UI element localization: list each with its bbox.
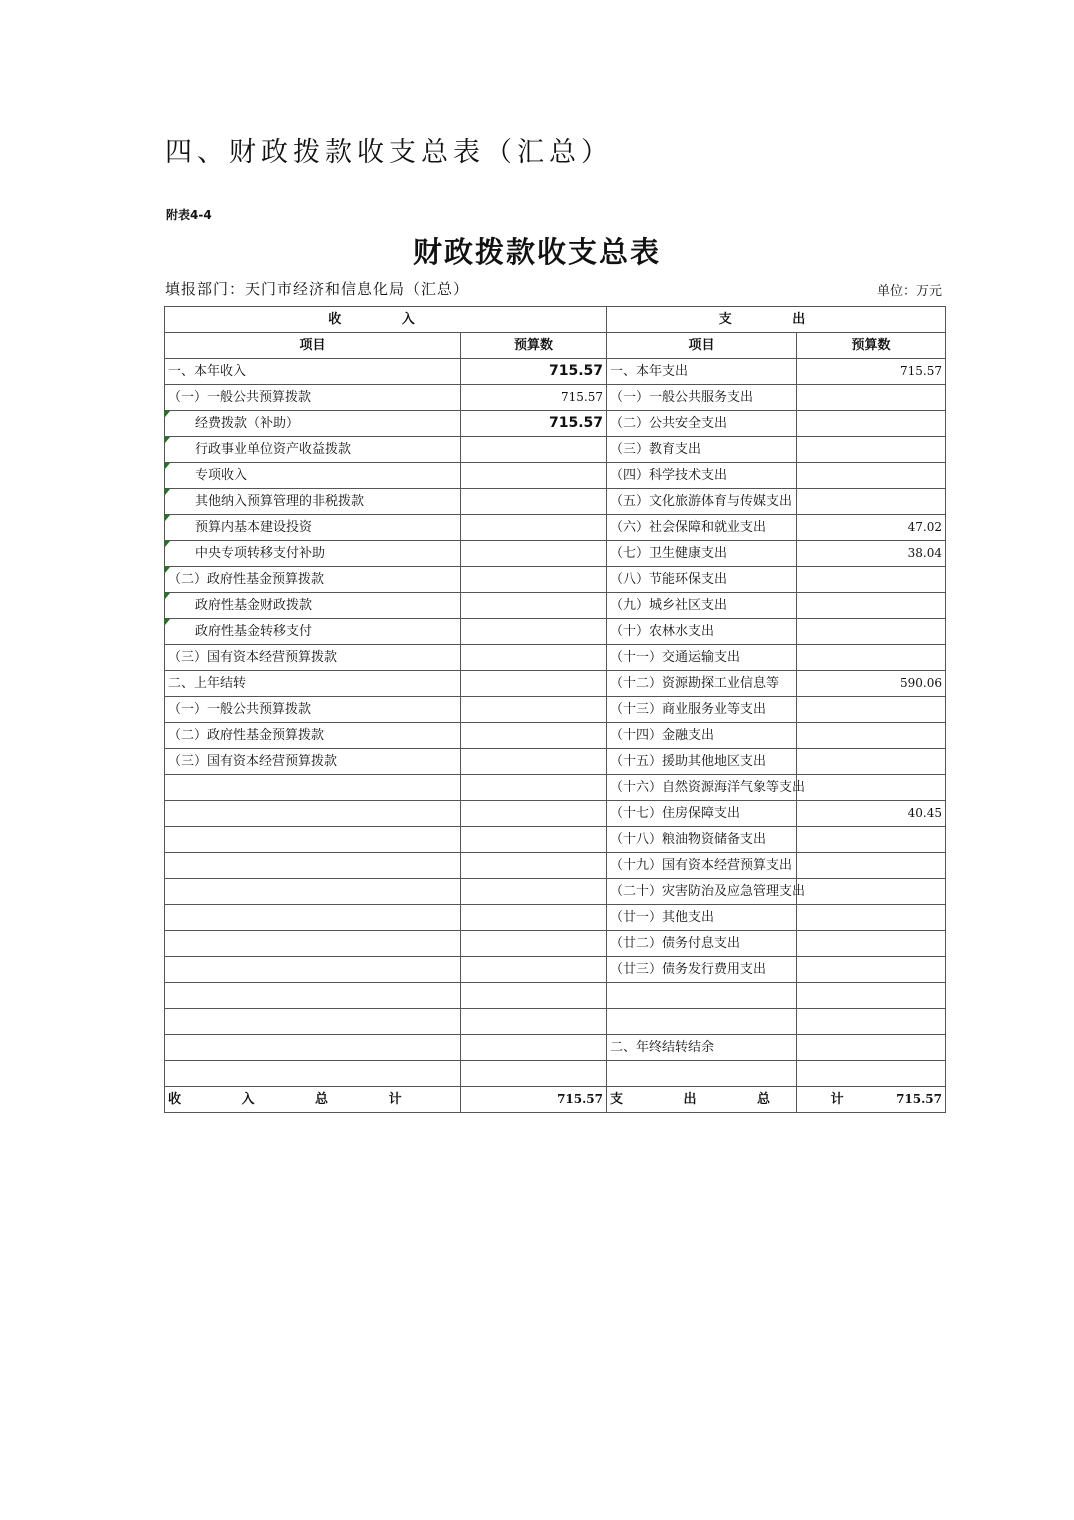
expense-item-cell: （廿三）债务发行费用支出: [607, 957, 797, 983]
expense-item-cell: （三）教育支出: [607, 437, 797, 463]
expense-item-cell: （十九）国有资本经营预算支出: [607, 853, 797, 879]
table-row: [165, 749, 946, 775]
income-budget-cell: [461, 697, 607, 723]
expense-item-cell: （十八）粮油物资储备支出: [607, 827, 797, 853]
expense-budget-cell: 590.06: [797, 671, 946, 697]
table-row: [165, 645, 946, 671]
expense-item-cell: （六）社会保障和就业支出: [607, 515, 797, 541]
income-budget-cell: [461, 515, 607, 541]
income-total-label: 收 入 总 计: [165, 1087, 461, 1113]
expense-budget-cell: [797, 437, 946, 463]
expense-item-cell: 一、本年支出: [607, 359, 797, 385]
income-item-cell: 一、本年收入: [165, 359, 461, 385]
income-item-cell: [165, 775, 461, 801]
income-budget-cell: [461, 645, 607, 671]
expense-item-cell: [607, 983, 797, 1009]
expense-budget-cell: [797, 385, 946, 411]
expense-budget-cell: [797, 983, 946, 1009]
unit-label: 单位：万元: [876, 284, 942, 299]
table-row: [165, 359, 946, 385]
table-row: [165, 723, 946, 749]
table-title: 财政拨款收支总表: [412, 235, 661, 269]
income-header: 收 入: [165, 307, 607, 333]
income-budget-cell: [461, 957, 607, 983]
expense-item-cell: （五）文化旅游体育与传媒支出: [607, 489, 797, 515]
income-item-cell: [165, 931, 461, 957]
income-budget-cell: [461, 749, 607, 775]
expense-budget-cell: [797, 411, 946, 437]
table-row: [165, 957, 946, 983]
expense-item-cell: [607, 1061, 797, 1087]
table-row: [165, 879, 946, 905]
expense-item-cell: （廿二）债务付息支出: [607, 931, 797, 957]
income-item-cell: [165, 1035, 461, 1061]
expense-item-cell: （十六）自然资源海洋气象等支出: [607, 775, 797, 801]
expense-item-cell: （十五）援助其他地区支出: [607, 749, 797, 775]
table-row: [165, 905, 946, 931]
expense-item-cell: （二）公共安全支出: [607, 411, 797, 437]
income-budget-cell: [461, 489, 607, 515]
table-row: [165, 489, 946, 515]
expense-total-value: 715.57: [797, 1087, 946, 1113]
income-budget-cell: [461, 853, 607, 879]
income-item-cell: [165, 957, 461, 983]
expense-budget-cell: [797, 827, 946, 853]
table-row: [165, 593, 946, 619]
expense-budget-cell: [797, 697, 946, 723]
income-budget-cell: [461, 801, 607, 827]
table-row: [165, 671, 946, 697]
income-item-cell: 经费拨款（补助）: [165, 411, 461, 437]
income-budget-cell: 715.57: [461, 411, 607, 437]
income-budget-cell: [461, 879, 607, 905]
page-heading: 四、财政拨款收支总表（汇总）: [165, 137, 613, 168]
expense-item-cell: （十七）住房保障支出: [607, 801, 797, 827]
expense-budget-cell: [797, 879, 946, 905]
income-budget-cell: 715.57: [461, 385, 607, 411]
reporting-department: 填报部门：天门市经济和信息化局（汇总）: [165, 280, 470, 298]
table-row: [165, 801, 946, 827]
col-budget-expense: 预算数: [797, 333, 946, 359]
table-row: [165, 619, 946, 645]
table-row: [165, 411, 946, 437]
expense-budget-cell: [797, 1035, 946, 1061]
table-row: [165, 775, 946, 801]
income-item-cell: [165, 983, 461, 1009]
expense-item-cell: （八）节能环保支出: [607, 567, 797, 593]
table-row: [165, 983, 946, 1009]
income-item-cell: 行政事业单位资产收益拨款: [165, 437, 461, 463]
income-item-cell: 二、上年结转: [165, 671, 461, 697]
income-budget-cell: [461, 619, 607, 645]
expense-budget-cell: [797, 619, 946, 645]
expense-budget-cell: 47.02: [797, 515, 946, 541]
income-item-cell: （三）国有资本经营预算拨款: [165, 645, 461, 671]
expense-budget-cell: [797, 931, 946, 957]
income-budget-cell: [461, 593, 607, 619]
income-budget-cell: [461, 827, 607, 853]
expense-budget-cell: [797, 1009, 946, 1035]
table-row: [165, 541, 946, 567]
income-item-cell: [165, 879, 461, 905]
expense-budget-cell: [797, 645, 946, 671]
expense-budget-cell: [797, 905, 946, 931]
table-row: [165, 567, 946, 593]
table-row: [165, 827, 946, 853]
table-row: [165, 931, 946, 957]
expense-budget-cell: [797, 489, 946, 515]
expense-item-cell: （四）科学技术支出: [607, 463, 797, 489]
income-budget-cell: [461, 1061, 607, 1087]
expense-budget-cell: [797, 723, 946, 749]
income-budget-cell: 715.57: [461, 359, 607, 385]
expense-item-cell: （九）城乡社区支出: [607, 593, 797, 619]
income-item-cell: 中央专项转移支付补助: [165, 541, 461, 567]
income-item-cell: [165, 1009, 461, 1035]
income-budget-cell: [461, 905, 607, 931]
table-row: [165, 1061, 946, 1087]
expense-budget-cell: [797, 749, 946, 775]
income-item-cell: 预算内基本建设投资: [165, 515, 461, 541]
expense-item-cell: 二、年终结转结余: [607, 1035, 797, 1061]
table-row: [165, 697, 946, 723]
expense-item-cell: （十一）交通运输支出: [607, 645, 797, 671]
income-budget-cell: [461, 1009, 607, 1035]
income-budget-cell: [461, 983, 607, 1009]
expense-item-cell: （二十）灾害防治及应急管理支出: [607, 879, 797, 905]
expense-budget-cell: [797, 593, 946, 619]
expense-budget-cell: 38.04: [797, 541, 946, 567]
income-item-cell: [165, 853, 461, 879]
income-item-cell: 政府性基金转移支付: [165, 619, 461, 645]
income-budget-cell: [461, 567, 607, 593]
income-item-cell: [165, 905, 461, 931]
income-budget-cell: [461, 437, 607, 463]
table-row: [165, 463, 946, 489]
table-section-header-row: [165, 307, 946, 333]
income-budget-cell: [461, 671, 607, 697]
income-item-cell: （二）政府性基金预算拨款: [165, 567, 461, 593]
expense-budget-cell: 40.45: [797, 801, 946, 827]
expense-item-cell: （十二）资源勘探工业信息等: [607, 671, 797, 697]
expense-item-cell: （廿一）其他支出: [607, 905, 797, 931]
income-item-cell: [165, 1061, 461, 1087]
col-item-expense: 项目: [607, 333, 797, 359]
income-budget-cell: [461, 1035, 607, 1061]
income-item-cell: （三）国有资本经营预算拨款: [165, 749, 461, 775]
expense-budget-cell: [797, 463, 946, 489]
expense-budget-cell: [797, 567, 946, 593]
income-item-cell: 政府性基金财政拨款: [165, 593, 461, 619]
expense-item-cell: （十四）金融支出: [607, 723, 797, 749]
table-row: [165, 385, 946, 411]
table-row: [165, 515, 946, 541]
expense-item-cell: （一）一般公共服务支出: [607, 385, 797, 411]
total-row: [165, 1087, 946, 1113]
expense-budget-cell: [797, 853, 946, 879]
income-item-cell: （二）政府性基金预算拨款: [165, 723, 461, 749]
table-row: [165, 853, 946, 879]
finance-table: [164, 306, 946, 1113]
expense-item-cell: （十）农林水支出: [607, 619, 797, 645]
expense-item-cell: （七）卫生健康支出: [607, 541, 797, 567]
income-total-value: 715.57: [461, 1087, 607, 1113]
income-item-cell: 其他纳入预算管理的非税拨款: [165, 489, 461, 515]
income-budget-cell: [461, 931, 607, 957]
income-item-cell: [165, 801, 461, 827]
table-column-header-row: [165, 333, 946, 359]
attachment-label: 附表4-4: [166, 208, 212, 222]
col-item-income: 项目: [165, 333, 461, 359]
table-row: [165, 1009, 946, 1035]
table-row: [165, 1035, 946, 1061]
expense-budget-cell: 715.57: [797, 359, 946, 385]
expense-header: 支 出: [607, 307, 946, 333]
expense-total-label: 支 出 总 计: [607, 1087, 797, 1113]
expense-budget-cell: [797, 957, 946, 983]
income-item-cell: [165, 827, 461, 853]
income-budget-cell: [461, 541, 607, 567]
income-item-cell: 专项收入: [165, 463, 461, 489]
expense-item-cell: [607, 1009, 797, 1035]
col-budget-income: 预算数: [461, 333, 607, 359]
income-budget-cell: [461, 775, 607, 801]
income-item-cell: （一）一般公共预算拨款: [165, 697, 461, 723]
table-row: [165, 437, 946, 463]
income-budget-cell: [461, 723, 607, 749]
expense-budget-cell: [797, 1061, 946, 1087]
income-item-cell: （一）一般公共预算拨款: [165, 385, 461, 411]
expense-budget-cell: [797, 775, 946, 801]
expense-item-cell: （十三）商业服务业等支出: [607, 697, 797, 723]
income-budget-cell: [461, 463, 607, 489]
